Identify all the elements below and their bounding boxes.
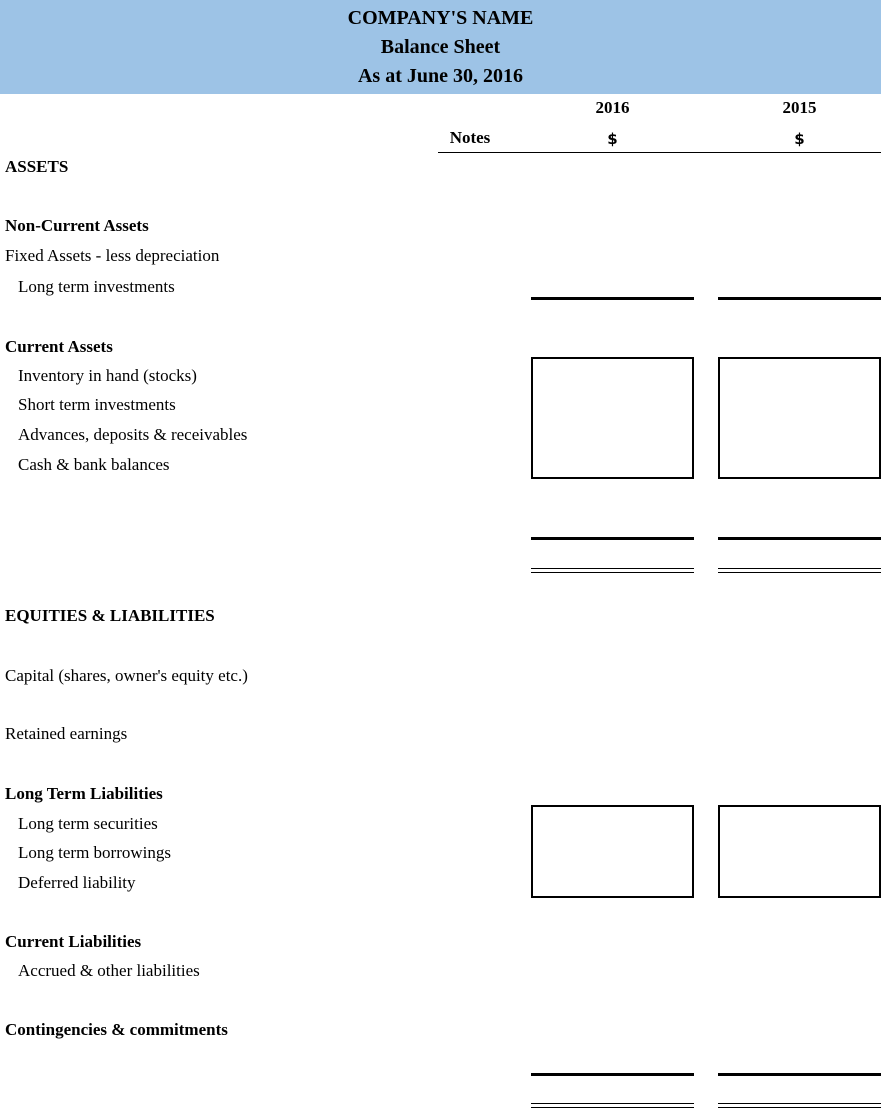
line-item: Short term investments xyxy=(18,395,176,414)
line-item: Capital (shares, owner's equity etc.) xyxy=(5,666,248,685)
line-item: Advances, deposits & receivables xyxy=(18,425,248,444)
line-item: Cash & bank balances xyxy=(18,455,170,474)
total-double-rule-2016 xyxy=(531,568,694,573)
company-name: COMPANY'S NAME xyxy=(347,7,534,29)
contingencies-heading: Contingencies & commitments xyxy=(5,1020,228,1039)
line-item: Long term securities xyxy=(18,814,158,833)
notes-header: Notes xyxy=(449,128,491,147)
current-assets-heading: Current Assets xyxy=(5,337,113,356)
long-term-liabilities-box-2015 xyxy=(718,805,881,898)
current-assets-box-2015 xyxy=(718,357,881,479)
total-double-rule-2016 xyxy=(531,1103,694,1108)
line-item: Retained earnings xyxy=(5,724,128,743)
total-double-rule-2015 xyxy=(718,1103,881,1108)
assets-heading: ASSETS xyxy=(5,157,69,176)
long-term-liabilities-box-2016 xyxy=(531,805,694,898)
report-title: Balance Sheet xyxy=(380,36,501,58)
line-item: Deferred liability xyxy=(18,873,136,892)
subtotal-rule-2015 xyxy=(718,297,881,300)
currency-2015: $ xyxy=(794,130,805,148)
equities-liabilities-heading: EQUITIES & LIABILITIES xyxy=(5,606,215,625)
total-double-rule-2015 xyxy=(718,568,881,573)
year-2016-header: 2016 xyxy=(595,98,630,117)
report-date: As at June 30, 2016 xyxy=(357,65,523,87)
header-underline xyxy=(438,152,881,153)
line-item: Long term investments xyxy=(18,277,175,296)
total-rule-2015 xyxy=(718,537,881,540)
long-term-liabilities-heading: Long Term Liabilities xyxy=(5,784,163,803)
non-current-assets-heading: Non-Current Assets xyxy=(5,216,149,235)
line-item: Fixed Assets - less depreciation xyxy=(5,246,220,265)
currency-2016: $ xyxy=(607,130,618,148)
total-rule-2016 xyxy=(531,537,694,540)
total-rule-2016 xyxy=(531,1073,694,1076)
current-liabilities-heading: Current Liabilities xyxy=(5,932,142,951)
total-rule-2015 xyxy=(718,1073,881,1076)
subtotal-rule-2016 xyxy=(531,297,694,300)
line-item: Long term borrowings xyxy=(18,843,171,862)
year-2015-header: 2015 xyxy=(782,98,817,117)
line-item: Inventory in hand (stocks) xyxy=(18,366,197,385)
line-item: Accrued & other liabilities xyxy=(18,961,200,980)
current-assets-box-2016 xyxy=(531,357,694,479)
